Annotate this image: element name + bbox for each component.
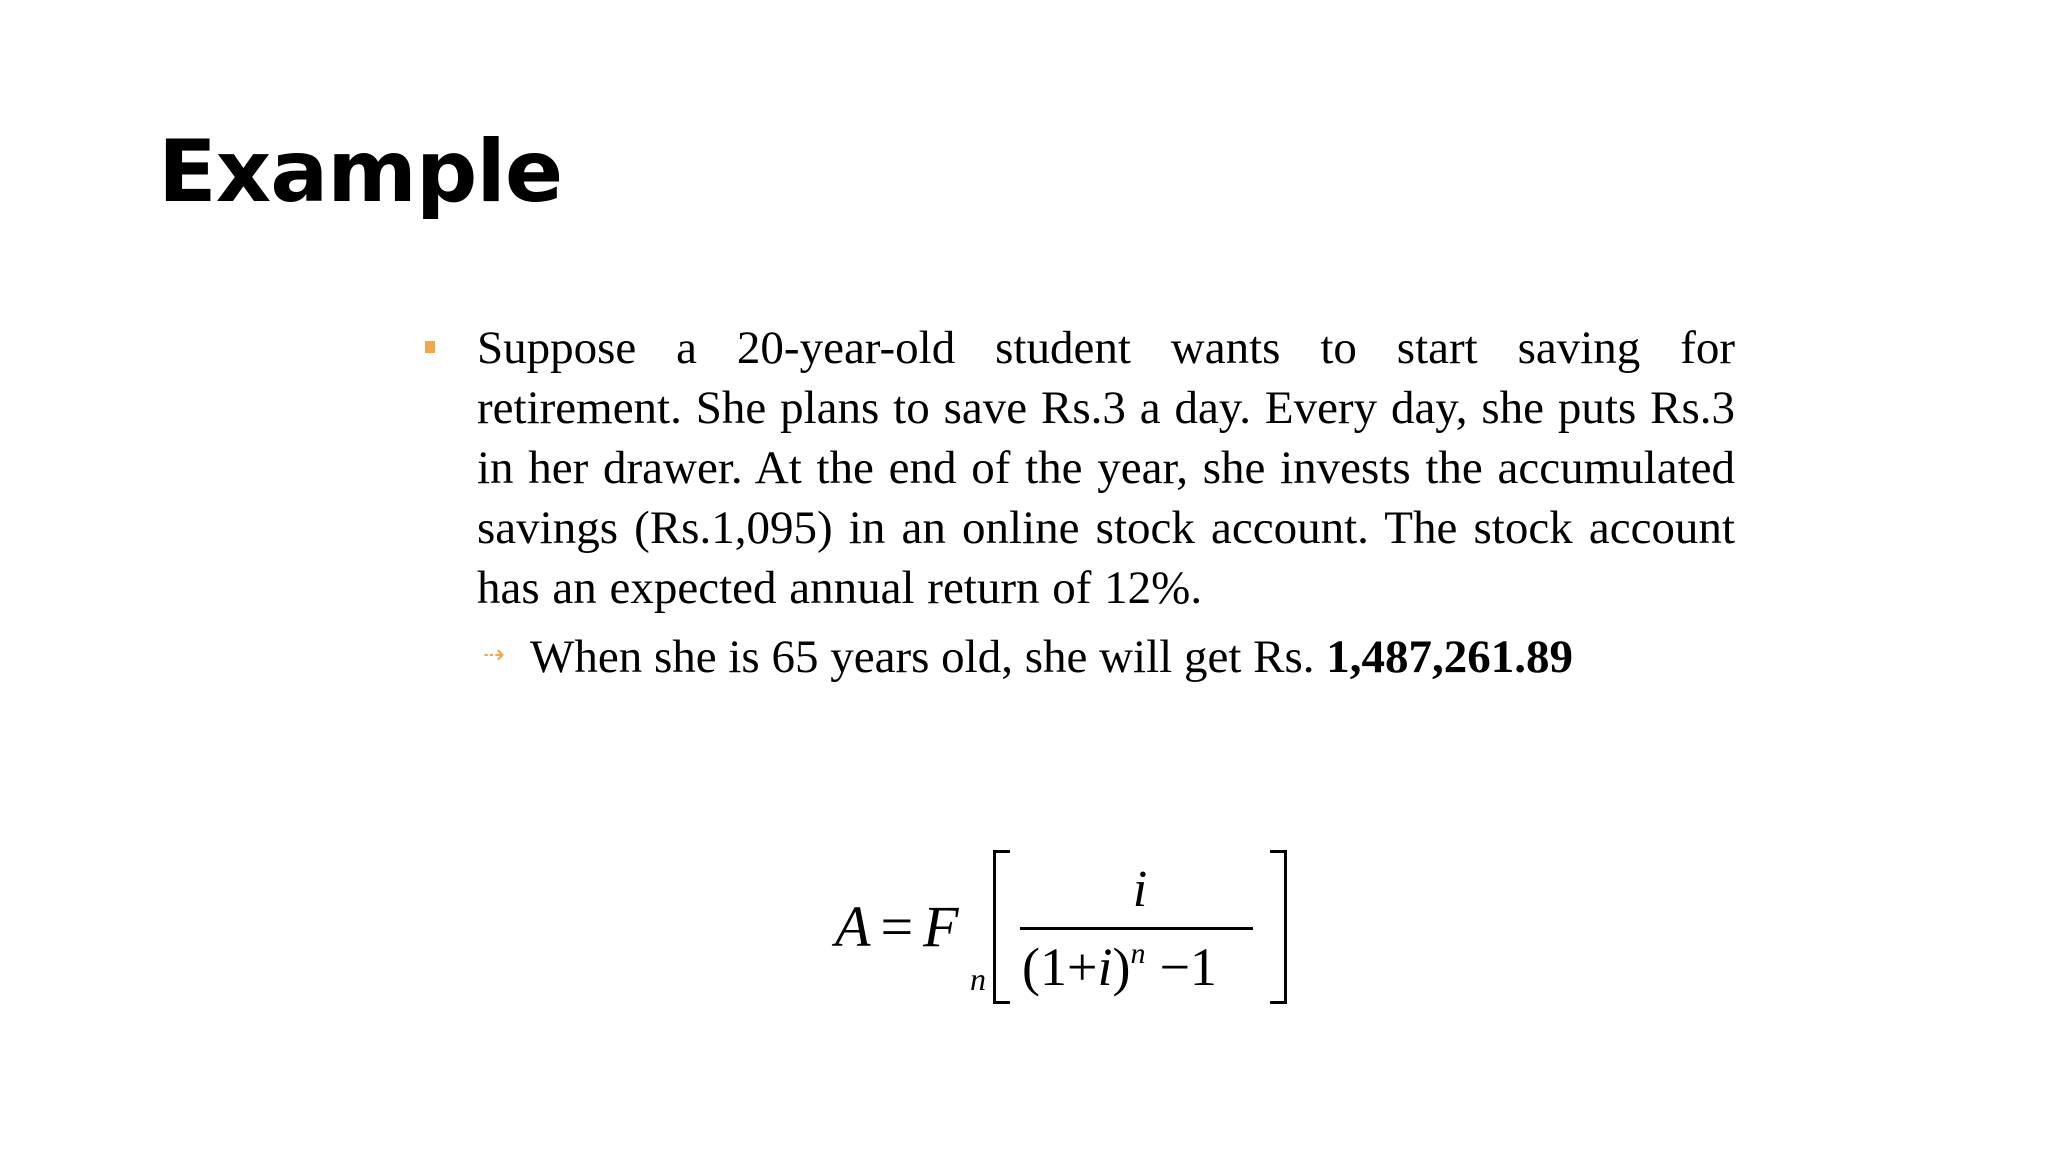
right-bracket [1270, 850, 1287, 1004]
formula-var-f: F [923, 894, 959, 959]
slide-title: Example [158, 122, 563, 222]
sinking-fund-formula [830, 850, 1300, 1020]
den-open: (1+ [1022, 937, 1098, 997]
formula-subscript-n: n [970, 961, 986, 997]
square-bullet-icon [425, 341, 435, 353]
sub-bullet-text [530, 626, 1735, 688]
formula-equals: = [880, 894, 914, 959]
bullet-item [420, 318, 1735, 618]
dotted-arrow-icon: ⇢ [483, 640, 505, 670]
formula-var-a: A [835, 894, 871, 959]
sub-bullet-sentence: When she is 65 years old, she will get Rs. [530, 631, 1315, 683]
slide-content [420, 318, 1735, 688]
bullet-text: Suppose a 20-year-old student wants to start saving for retirement. She plans to save Rs.3 a day. Every day, she puts Rs.3 in her drawer. At the end of the year, she invests the accumulated savings (Rs.1,095) in an online stock account. The stock account has an expected annual return of 12%. [477, 322, 1735, 614]
den-var-i: i [1097, 937, 1113, 997]
fraction-bar [1020, 927, 1253, 930]
den-exponent-n: n [1130, 937, 1146, 970]
left-bracket [993, 850, 1010, 1004]
den-close: ) [1112, 937, 1131, 997]
fraction-numerator: i [1132, 861, 1148, 918]
fraction-denominator [1022, 936, 1217, 1007]
sub-bullet-item [420, 626, 1735, 688]
result-amount: 1,487,261.89 [1326, 631, 1574, 683]
den-tail: −1 [1159, 937, 1217, 997]
formula-lhs [835, 892, 986, 997]
